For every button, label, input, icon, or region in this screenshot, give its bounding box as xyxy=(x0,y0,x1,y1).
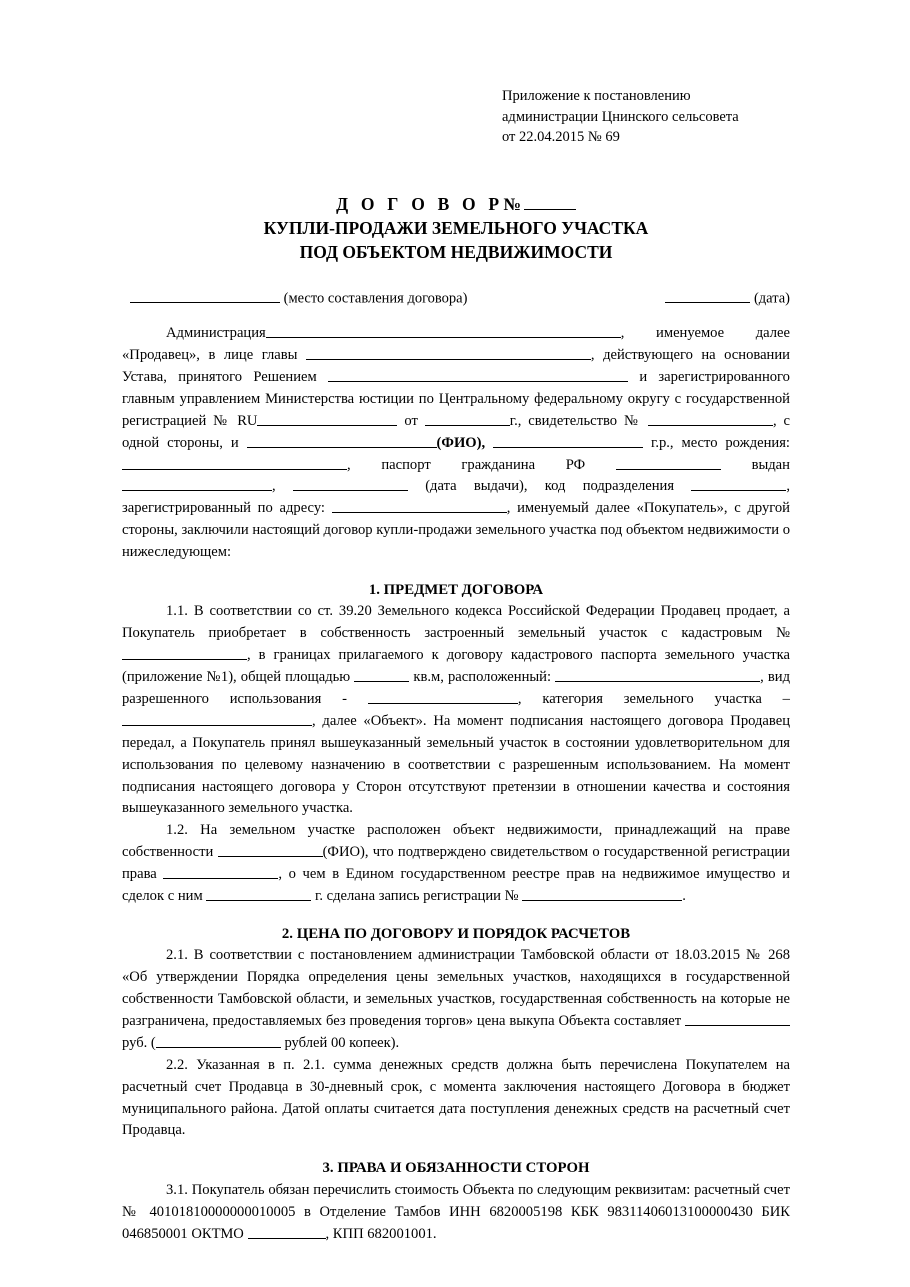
preamble-t7: , с одной стороны, и xyxy=(122,412,791,451)
registration-record-blank[interactable] xyxy=(522,887,682,901)
passport-number-blank[interactable] xyxy=(616,455,721,469)
clause-1-1-c: кв.м, расположенный: xyxy=(413,669,552,686)
appendix-header-line-3: от 22.04.2015 № 69 xyxy=(502,129,620,146)
place-date-row xyxy=(122,289,790,309)
preamble-paragraph xyxy=(122,323,790,564)
document-content xyxy=(122,86,790,1245)
preamble-t2: , именуемое далее «Продавец», в лице главы xyxy=(122,325,790,364)
preamble-t13: , xyxy=(272,478,276,495)
clause-1-1-d: , вид разрешенного использования - xyxy=(122,669,790,707)
owner-fio-blank[interactable] xyxy=(218,843,323,857)
clause-1-2-b: (ФИО), что подтверждено свидетельством о государственной регистрации права xyxy=(122,844,790,883)
place-blank[interactable] xyxy=(130,289,280,303)
permitted-use-blank[interactable] xyxy=(368,690,518,704)
section-1-heading: 1. ПРЕДМЕТ ДОГОВОРА xyxy=(368,581,544,598)
place-label: (место составления договора) xyxy=(283,290,468,307)
registration-address-blank[interactable] xyxy=(332,499,507,513)
preamble-t3: , действующего на основании Устава, принятого Решением xyxy=(122,347,790,385)
clause-1-2-d: г. сделана запись регистрации № xyxy=(315,887,519,904)
price-words-blank[interactable] xyxy=(156,1033,281,1047)
title-number-sign: № xyxy=(503,193,521,214)
passport-issue-date-blank[interactable] xyxy=(293,477,408,491)
preamble-t1: Администрация xyxy=(166,325,266,342)
price-rub-blank[interactable] xyxy=(685,1012,790,1026)
clause-2-1-b: руб. ( xyxy=(122,1034,156,1051)
preamble-t15: , зарегистрированный по адресу: xyxy=(122,478,790,517)
title-line-1 xyxy=(122,192,790,216)
preamble-t11: , паспорт гражданина РФ xyxy=(347,456,586,473)
clause-1-1-f: , далее «Объект». На момент подписания настоящего договора Продавец передал, а Покупатель принял вышеуказанный земельный участок в состоянии удовлетворительном для использования по целевому назначению в соответствии с разрешенным использованием. На момент подписания настоящего договора у Сторон отсутствуют претензии в отношении качества и состояния вышеуказанного земельного участка. xyxy=(122,712,790,817)
clause-2-2: 2.2. Указанная в п. 2.1. сумма денежных средств должна быть перечислена Покупателем на расчетный счет Продавца в 30-дневный срок, с момента заключения настоящего Договора в бюджет муниципального района. Датой оплаты считается дата поступления денежных средств на расчетный счет Продавца. xyxy=(122,1056,790,1139)
birth-place-blank[interactable] xyxy=(122,455,347,469)
clause-1-1-b: , в границах прилагаемого к договору кадастрового паспорта земельного участка (приложение №1), общей площадью xyxy=(122,647,790,686)
clause-1-2-e: . xyxy=(682,887,686,904)
department-code-blank[interactable] xyxy=(691,477,786,491)
passport-issuer-blank[interactable] xyxy=(122,477,272,491)
clause-1-2 xyxy=(122,820,790,908)
cadastral-number-blank[interactable] xyxy=(122,646,247,660)
certificate-number-blank[interactable] xyxy=(648,411,773,425)
preamble-t12: выдан xyxy=(751,456,790,473)
preamble-t6: г., свидетельство № xyxy=(509,412,642,429)
seller-name-blank[interactable] xyxy=(266,324,621,338)
preamble-t9: , xyxy=(481,434,486,451)
oktmo-blank[interactable] xyxy=(248,1224,326,1238)
head-name-blank[interactable] xyxy=(306,346,591,360)
preamble-t4: и зарегистрированного главным управлением Министерства юстиции по Центральному федеральному округу с государственной регистрацией № RU xyxy=(122,368,790,429)
location-blank[interactable] xyxy=(555,668,760,682)
contract-number-blank[interactable] xyxy=(524,209,576,210)
preamble-t5: от xyxy=(404,412,418,429)
appendix-header xyxy=(502,86,790,148)
clause-3-1-b: , КПП 682001001. xyxy=(325,1225,437,1242)
preamble-t16: , именуемый далее «Покупатель», с другой стороны, заключили настоящий договор купли-продажи земельного участка под объектом недвижимости о нижеследующем: xyxy=(122,500,790,561)
preamble-t10: г.р., место рождения: xyxy=(650,434,790,451)
date-label: (дата) xyxy=(753,290,790,307)
clause-1-1 xyxy=(122,601,790,820)
clause-2-1-a: 2.1. В соответствии с постановлением администрации Тамбовской области от 18.03.2015 № 268 «Об утверждении Порядка определения цены земельных участков, находящихся в государственной собственности Тамбовской области, и земельных участков, государственная собственность на которые не разграничена, предоставляемых без проведения торгов» цена выкупа Объекта составляет xyxy=(122,947,790,1029)
clause-3-1 xyxy=(122,1180,790,1246)
buyer-name-blank[interactable] xyxy=(247,433,437,447)
date-blank[interactable] xyxy=(665,289,750,303)
buyer-fio-label: (ФИО) xyxy=(436,434,482,451)
rights-registration-blank[interactable] xyxy=(163,865,278,879)
land-category-blank[interactable] xyxy=(122,711,312,725)
title-line-2: КУПЛИ-ПРОДАЖИ ЗЕМЕЛЬНОГО УЧАСТКА xyxy=(263,217,649,238)
appendix-header-line-2: администрации Цнинского сельсовета xyxy=(502,108,739,125)
clause-1-1-e: , категория земельного участка – xyxy=(517,690,790,707)
area-blank[interactable] xyxy=(354,668,409,682)
birth-year-blank[interactable] xyxy=(493,433,643,447)
document-title xyxy=(122,192,790,264)
clause-1-2-c: , о чем в Едином государственном реестре прав на недвижимое имущество и сделок с ним xyxy=(122,866,790,904)
registration-date-blank[interactable] xyxy=(425,411,510,425)
title-line-3: ПОД ОБЪЕКТОМ НЕДВИЖИМОСТИ xyxy=(299,242,613,263)
date-field xyxy=(665,289,790,307)
section-3-heading: 3. ПРАВА И ОБЯЗАННОСТИ СТОРОН xyxy=(322,1160,590,1177)
clause-2-1 xyxy=(122,945,790,1054)
registration-ru-blank[interactable] xyxy=(257,411,397,425)
preamble-t14: (дата выдачи), код подразделения xyxy=(425,478,675,495)
egrp-date-blank[interactable] xyxy=(206,887,311,901)
place-field xyxy=(130,289,467,307)
clause-1-1-a: 1.1. В соответствии со ст. 39.20 Земельного кодекса Российской Федерации Продавец продает, а Покупатель приобретает в собственность застроенный земельный участок с кадастровым № xyxy=(122,603,790,642)
clause-3-1-a: 3.1. Покупатель обязан перечислить стоимость Объекта по следующим реквизитам: расчетный счет № 40101810000000010005 в Отделение Тамбов ИНН 6820005198 КБК 98311406013100000430 БИК 046850001 ОКТМО xyxy=(122,1181,790,1242)
appendix-header-line-1: Приложение к постановлению xyxy=(502,88,691,104)
section-2-heading: 2. ЦЕНА ПО ДОГОВОРУ И ПОРЯДОК РАСЧЕТОВ xyxy=(281,925,631,942)
title-contract-word: Д О Г О В О Р xyxy=(336,193,504,214)
clause-2-1-c: рублей 00 копеек). xyxy=(284,1034,400,1051)
clause-1-2-a: 1.2. На земельном участке расположен объект недвижимости, принадлежащий на праве собственности xyxy=(122,822,790,861)
charter-decision-blank[interactable] xyxy=(328,368,628,382)
